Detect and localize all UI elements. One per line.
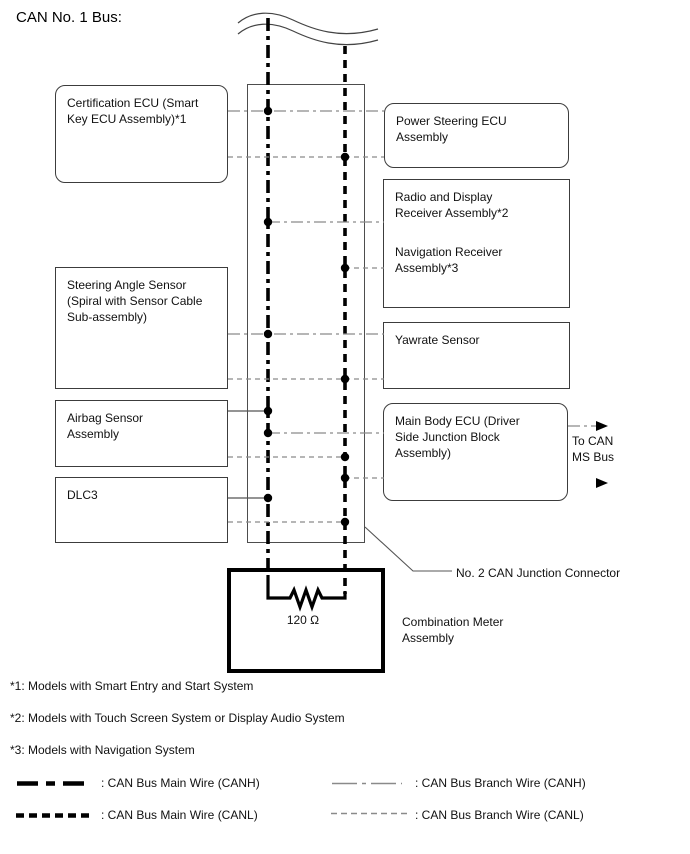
- legend-swatch-main-canl: [15, 811, 91, 820]
- combination-meter-label: Combination Meter Assembly: [402, 615, 504, 645]
- bus-break-symbol: [238, 13, 378, 44]
- legend-swatch-branch-canh: [331, 780, 403, 787]
- footnote-3: *3: Models with Navigation System: [10, 743, 195, 757]
- junction-connector-label: No. 2 CAN Junction Connector: [456, 566, 621, 580]
- node-label: Radio and Display Receiver Assembly*2: [395, 190, 509, 220]
- footnote-2: *2: Models with Touch Screen System or Display Audio System: [10, 711, 345, 725]
- junction-connector-box: [247, 84, 365, 543]
- node-certification-ecu: [55, 85, 228, 183]
- to-can-ms-bus-label: To CAN MS Bus: [572, 434, 615, 464]
- legend-label-branch-canh: : CAN Bus Branch Wire (CANH): [415, 776, 586, 790]
- node-main-body-ecu: [383, 403, 568, 501]
- node-label: Main Body ECU (Driver Side Junction Block Assembly): [395, 414, 520, 460]
- resistor-value-label: 120 Ω: [286, 613, 320, 627]
- node-label: Certification ECU (Smart Key ECU Assembly)*1: [67, 96, 199, 126]
- junction-connector-leader-line: [365, 527, 452, 571]
- arrow-right-icon: [596, 421, 608, 431]
- node-label: Steering Angle Sensor (Spiral with Sensor Cable Sub-assembly): [67, 278, 203, 324]
- legend-swatch-branch-canl: [330, 810, 408, 817]
- node-airbag-sensor: [55, 400, 228, 467]
- legend-label-main-canl: : CAN Bus Main Wire (CANL): [101, 808, 258, 822]
- node-yawrate-sensor: [383, 322, 570, 389]
- node-power-steering-ecu: [384, 103, 569, 168]
- node-label: Airbag Sensor Assembly: [67, 411, 144, 441]
- node-label: Navigation Receiver Assembly*3: [395, 245, 503, 275]
- footnote-1: *1: Models with Smart Entry and Start System: [10, 679, 254, 693]
- node-radio-navigation: [383, 179, 570, 308]
- node-label: Power Steering ECU Assembly: [396, 114, 507, 144]
- node-dlc3: [55, 477, 228, 543]
- legend-label-main-canh: : CAN Bus Main Wire (CANH): [101, 776, 260, 790]
- node-label: DLC3: [67, 488, 98, 502]
- node-label: Yawrate Sensor: [395, 333, 480, 347]
- page-title: CAN No. 1 Bus:: [16, 9, 122, 26]
- legend-label-branch-canl: : CAN Bus Branch Wire (CANL): [415, 808, 584, 822]
- arrow-right-icon: [596, 478, 608, 488]
- legend-swatch-main-canh: [16, 779, 88, 788]
- node-steering-angle-sensor: [55, 267, 228, 389]
